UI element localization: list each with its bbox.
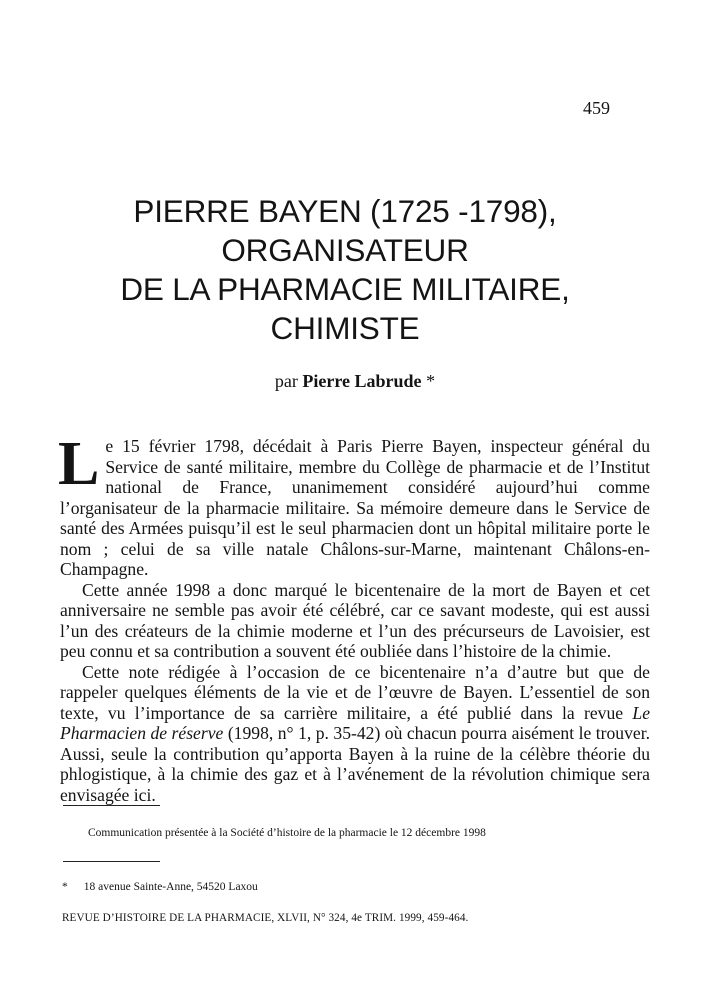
byline <box>0 371 710 392</box>
author-name: Pierre Labrude <box>302 371 422 391</box>
footnote-mark: * <box>62 881 68 893</box>
paragraph-text: Cette année 1998 a donc marqué le bicentenaire de la mort de Bayen et cet anniversaire ne semble pas avoir été célébré, car ce savant modeste, qui est aussi l’un des créateurs de la chimie moderne et l’un des précurseurs de Lavoisier, est peu connu et sa contribution a souvent été oubliée dans l’histoire de la chimie. <box>60 579 650 661</box>
footnote-text: 18 avenue Sainte-Anne, 54520 Laxou <box>83 881 258 893</box>
paragraph-text: Cette note rédigée à l’occasion de ce bicentenaire n’a d’autre but que de rappeler quelques éléments de la vie et de l’œuvre de Bayen. L’essentiel de son texte, vu l’importance de sa carrière militaire, a été publié dans la revue <box>60 661 650 723</box>
journal-title-italic: Le Pharmacien de réserve <box>60 702 650 743</box>
paragraph <box>60 580 650 662</box>
paragraph <box>58 430 650 580</box>
divider <box>63 805 160 806</box>
title-line: CHIMISTE <box>270 310 420 346</box>
drop-cap: L <box>58 430 100 498</box>
byline-prefix: par <box>274 371 298 391</box>
paragraph-text: e 15 février 1798, décédait à Paris Pierre Bayen, inspecteur général du Service de santé militaire, membre du Collège de pharmacie et de l’Institut national de France, unanimement considéré aujourd’hui comme l’organisateur de la pharmacie militaire. Sa mémoire demeure dans le Service de santé des Armées puisqu’il est le seul pharmacien dont un hôpital militaire porte le nom ; celui de sa ville natale Châlons-sur-Marne, maintenant Châlons-en-Champagne. <box>60 436 650 579</box>
divider <box>63 861 160 862</box>
journal-citation: REVUE D’HISTOIRE DE LA PHARMACIE, XLVII, N° 324, 4e TRIM. 1999, 459-464. <box>62 912 469 924</box>
title-line: ORGANISATEUR <box>221 232 469 268</box>
article-body <box>58 430 650 805</box>
author-footnote-mark: * <box>426 371 436 391</box>
article-title <box>40 192 650 348</box>
communication-note: Communication présentée à la Société d’histoire de la pharmacie le 12 décembre 1998 <box>88 827 486 839</box>
paragraph-text: (1998, n° 1, p. 35-42) où chacun pourra aisément le trouver. Aussi, seule la contribution qu’apporta Bayen à la ruine de la célèbre théorie du phlogistique, à la chimie des gaz et à l’avénement de la révolution chimique sera envisagée ici. <box>60 723 650 805</box>
title-line: DE LA PHARMACIE MILITAIRE, <box>120 271 570 307</box>
title-line: PIERRE BAYEN (1725 -1798), <box>133 193 557 229</box>
page-number: 459 <box>583 98 610 118</box>
paragraph <box>60 662 650 806</box>
footnote <box>62 881 258 893</box>
